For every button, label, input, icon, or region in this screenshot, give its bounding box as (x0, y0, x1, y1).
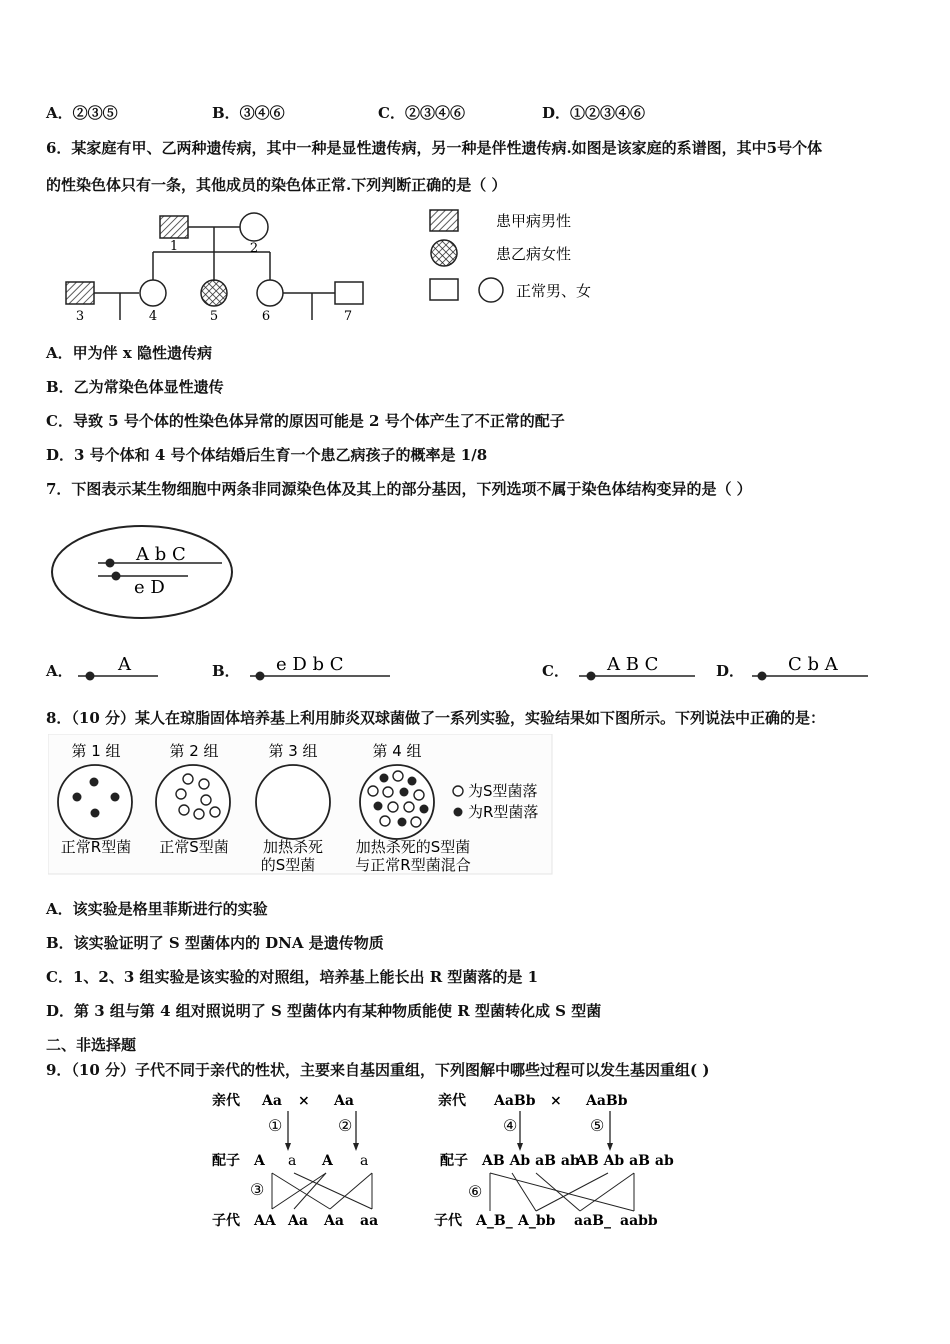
pedigree-number-7: 7 (343, 309, 353, 324)
q9-step-1: ① (268, 1116, 283, 1135)
q8-option-b: B．该实验证明了 S 型菌体内的 DNA 是遗传物质 (46, 934, 384, 952)
section-2-title: 二、非选择题 (46, 1036, 137, 1054)
q9-right-offspring-3: aaB_ (574, 1213, 611, 1229)
q9-step-5: ⑤ (590, 1116, 605, 1135)
q7-option-d-chromosome (748, 650, 873, 684)
q8-caption-3-line1: 加热杀死 (262, 838, 324, 856)
q6-option-c: C．导致 5 号个体的性染色体异常的原因可能是 2 号个体产生了不正常的配子 (46, 412, 565, 430)
q6-option-a: A．甲为伴 x 隐性遗传病 (46, 344, 213, 362)
q9-cross-diagram (200, 1085, 680, 1235)
q8-dish-1 (58, 765, 132, 839)
pedigree-number-1: 1 (169, 239, 179, 254)
q9-right-cross-sign: × (550, 1093, 562, 1109)
q8-caption-2: 正常S型菌 (159, 838, 229, 856)
q7-option-c-chromosome (575, 650, 700, 684)
legend-female-disease-b-icon (431, 240, 457, 266)
q7-option-b-genes: e D b C (276, 654, 344, 675)
q9-left-gamete-label: 配子 (212, 1153, 240, 1169)
q5-option-a: A．②③⑤ (46, 104, 118, 122)
individual-4-female (140, 280, 166, 306)
individual-7-male (335, 282, 363, 304)
q9-left-gamete-2: a (288, 1153, 297, 1169)
q6-option-d: D．3 号个体和 4 号个体结婚后生育一个患乙病孩子的概率是 1/8 (46, 446, 488, 464)
q9-right-parent-2: AaBb (586, 1093, 628, 1109)
individual-6-female (257, 280, 283, 306)
q9-right-parent-label: 亲代 (438, 1093, 466, 1109)
q5-option-b: B．③④⑥ (212, 104, 285, 122)
q8-group-4-label: 第 4 组 (372, 742, 422, 760)
q8-legend-r-colony: 为R型菌落 (468, 803, 539, 821)
q8-dish-2 (156, 765, 230, 839)
q5-option-d: D．①②③④⑥ (542, 104, 646, 122)
q9-left-offspring-2: Aa (288, 1213, 308, 1229)
q8-legend-s-colony-icon (453, 786, 463, 796)
q8-group-2-label: 第 2 组 (169, 742, 219, 760)
q9-left-parent-1: Aa (262, 1093, 282, 1109)
q9-right-gametes-1: AB Ab aB ab (482, 1153, 580, 1169)
pedigree-number-2: 2 (249, 241, 259, 256)
q6-stem-line2: 的性染色体只有一条，其他成员的染色体正常.下列判断正确的是（ ） (46, 176, 507, 194)
q7-option-b-label: B． (212, 662, 240, 680)
q9-step-2: ② (338, 1116, 353, 1135)
q9-left-gamete-4: a (360, 1153, 369, 1169)
individual-3-male (66, 282, 94, 304)
individual-2-female (240, 213, 268, 241)
q7-option-b-chromosome (246, 650, 396, 684)
legend-normal: 正常男、女 (516, 282, 592, 300)
legend-normal-male-icon (430, 279, 458, 300)
individual-1-male (160, 216, 188, 238)
q9-left-offspring-3: Aa (324, 1213, 344, 1229)
legend-normal-female-icon (479, 278, 503, 302)
legend-female-disease-b: 患乙病女性 (496, 245, 572, 263)
q8-legend-r-colony-icon (454, 808, 463, 817)
q9-right-offspring-label: 子代 (434, 1213, 462, 1229)
q9-stem: 9．（10 分）子代不同于亲代的性状，主要来自基因重组，下列图解中哪些过程可以发生基因重组( ) (46, 1061, 710, 1079)
q8-legend-s-colony: 为S型菌落 (468, 782, 538, 800)
q9-right-gametes-2: AB Ab aB ab (576, 1153, 674, 1169)
legend-male-disease-a: 患甲病男性 (496, 212, 572, 230)
q8-experiment-diagram (48, 734, 554, 876)
q8-caption-3-line2: 的S型菌 (260, 856, 316, 874)
q9-left-gamete-1: A (254, 1153, 265, 1169)
q7-option-d-label: D． (716, 662, 745, 680)
q8-caption-1: 正常R型菌 (60, 838, 132, 856)
q8-option-c: C．1、2、3 组实验是该实验的对照组，培养基上能长出 R 型菌落的是 1 (46, 968, 539, 986)
q9-right-offspring-4: aabb (620, 1213, 658, 1229)
q9-left-cross-sign: × (298, 1093, 310, 1109)
q9-left-cross (212, 1092, 378, 1229)
q7-option-c-genes: A B C (607, 654, 659, 675)
q7-option-d-genes: C b A (788, 654, 838, 675)
q7-cell-diagram (50, 520, 240, 626)
q8-option-a: A．该实验是格里菲斯进行的实验 (46, 900, 268, 918)
q7-stem: 7．下图表示某生物细胞中两条非同源染色体及其上的部分基因，下列选项不属于染色体结构变异的是（ ） (46, 480, 752, 498)
q9-step-3: ③ (250, 1180, 265, 1199)
pedigree-number-6: 6 (261, 309, 271, 324)
q6-stem-line1: 6．某家庭有甲、乙两种遗传病，其中一种是显性遗传病，另一种是伴性遗传病.如图是该家庭的系谱图，其中5号个体 (46, 139, 823, 157)
q7-option-a-genes: A (118, 654, 131, 675)
q9-right-cross (434, 1092, 674, 1229)
q8-caption-4-line2: 与正常R型菌混合 (355, 856, 471, 874)
q9-right-gamete-label: 配子 (440, 1153, 468, 1169)
q7-bottom-chromosome-genes: e D (134, 577, 165, 598)
q9-step-6: ⑥ (468, 1182, 483, 1201)
individual-5-affected-female (201, 280, 227, 306)
q8-option-d: D．第 3 组与第 4 组对照说明了 S 型菌体内有某种物质能使 R 型菌转化成 S 型菌 (46, 1002, 602, 1020)
q9-left-gamete-3: A (322, 1153, 333, 1169)
q9-right-parent-1: AaBb (494, 1093, 536, 1109)
q8-dish-3 (256, 765, 330, 839)
q6-pedigree-diagram (50, 202, 630, 330)
q5-option-c: C．②③④⑥ (378, 104, 465, 122)
q7-option-c-label: C． (542, 662, 569, 680)
q9-left-offspring-4: aa (360, 1213, 379, 1229)
pedigree-number-4: 4 (148, 309, 158, 324)
q8-stem: 8．（10 分）某人在琼脂固体培养基上利用肺炎双球菌做了一系列实验，实验结果如下图所示。下列说法中正确的是： (46, 709, 826, 727)
q7-option-a-chromosome (74, 650, 164, 684)
q8-group-1-label: 第 1 组 (71, 742, 121, 760)
q9-right-offspring-1: A_B_ (476, 1213, 513, 1229)
q9-left-parent-label: 亲代 (212, 1093, 240, 1109)
q9-left-offspring-label: 子代 (212, 1213, 240, 1229)
q6-option-b: B．乙为常染色体显性遗传 (46, 378, 224, 396)
pedigree-number-5: 5 (209, 309, 219, 324)
q8-group-3-label: 第 3 组 (268, 742, 318, 760)
pedigree-number-3: 3 (75, 309, 85, 324)
q8-caption-4-line1: 加热杀死的S型菌 (355, 838, 471, 856)
q7-top-chromosome-genes: A b C (136, 544, 186, 565)
q9-left-parent-2: Aa (334, 1093, 354, 1109)
q7-option-a-label: A． (46, 662, 73, 680)
q9-left-offspring-1: AA (254, 1213, 276, 1229)
q9-right-offspring-2: A_bb (518, 1213, 556, 1229)
legend-male-disease-a-icon (430, 210, 458, 231)
q9-step-4: ④ (503, 1116, 518, 1135)
